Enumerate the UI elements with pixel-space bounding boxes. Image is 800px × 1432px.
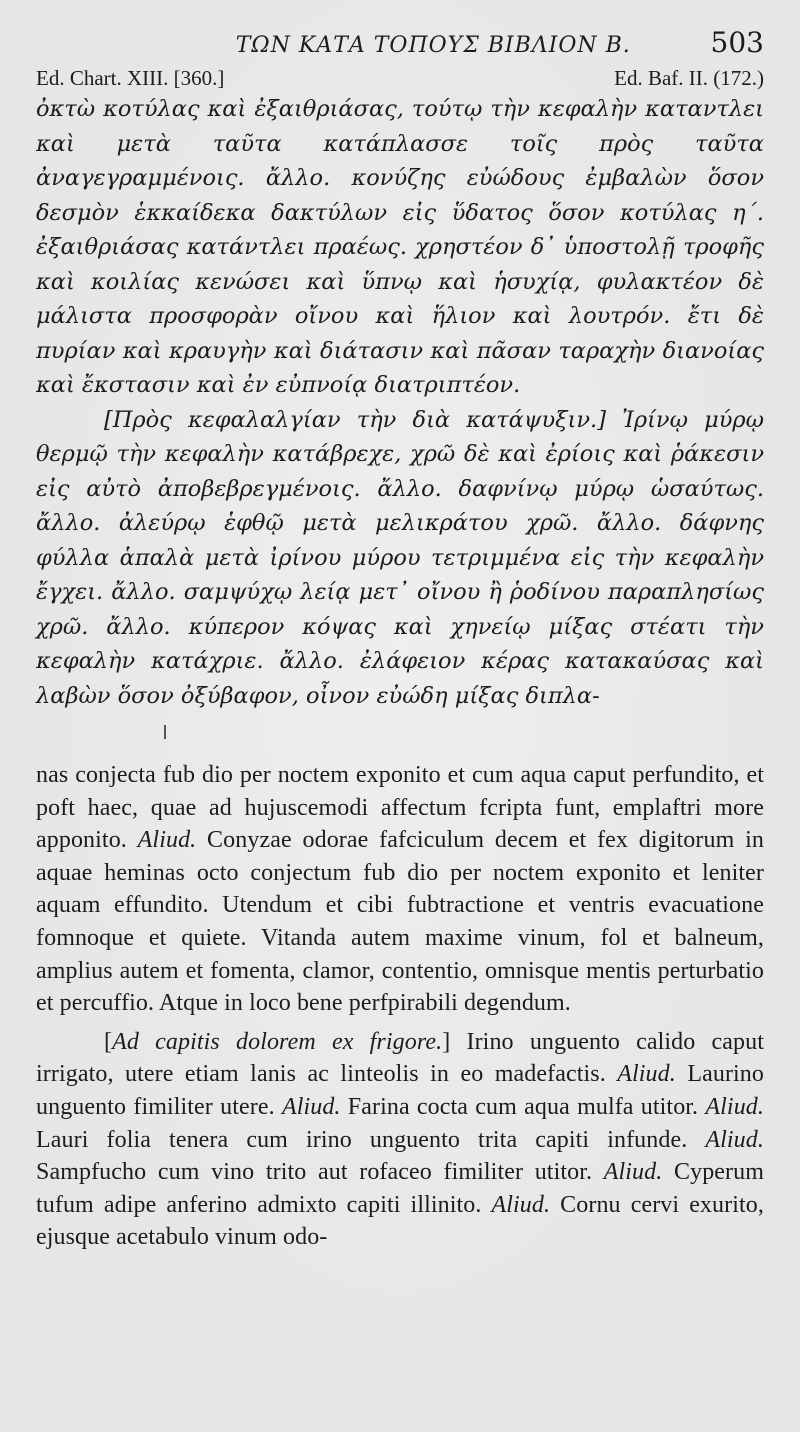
latin-text: Cyperum tufum adipe anferino admixto capiti illinito. (36, 1159, 765, 1218)
edition-reference-line (36, 66, 764, 92)
page-number: 503 (710, 26, 764, 59)
aliud-label: Aliud. (705, 1126, 764, 1153)
aliud-label: Aliud. (281, 1093, 341, 1120)
latin-text: Sampfucho cum vino trito aut rofaceo fimiliter utitor. (36, 1159, 604, 1186)
latin-text-block (36, 759, 764, 1254)
latin-text: Conyzae odorae fafciculum decem et fex digitorum in aquae heminas octo conjectum fub dio per noctem exponito et leniter aquam effundito. Utendum et cibi fubtractione et ventris evacuatione fomnoque et quiete. Vitanda autem maxime vinum, fol et balneum, amplius autem et fomenta, clamor, contentio, omnisque mentis perturbatio et percuffio. Atque in loco bene perfpirabili degendum. (36, 827, 764, 1017)
edition-left: Ed. Chart. XIII. [360.] (36, 66, 225, 90)
greek-text-block (36, 92, 764, 713)
section-heading: Ad capitis dolorem ex frigore. (112, 1028, 443, 1055)
greek-paragraph-1: ὀκτὼ κοτύλας καὶ ἐξαιθριάσας, τούτῳ τὴν κεφαλὴν καταντλει καὶ μετὰ ταῦτα κατάπλασσε τοῖς πρὸς ταῦτα ἀναγεγραμμένοις. ἄλλο. κονύζης εὐώδους ἐμβαλὼν ὅσον δεσμὸν ἑκκαίδεκα δακτύλων εἰς ὕδατος ὅσον κοτύλας η΄. ἐξαιθριάσας κατάντλει πραέως. χρηστέον δ᾽ ὑποστολῇ τροφῆς καὶ κοιλίας κενώσει καὶ ὕπνῳ καὶ ἡσυχίᾳ, φυλακτέον δὲ μάλιστα προσφορὰν οἴνου καὶ ἥλιον καὶ λουτρόν. ἔτι δὲ πυρίαν καὶ κραυγὴν καὶ διάτασιν καὶ πᾶσαν ταραχὴν διανοίας καὶ ἔκστασιν καὶ ἐν εὐπνοίᾳ διατριπτέον. (36, 96, 764, 398)
latin-paragraph-2: [Ad capitis dolorem ex frigore.] Irino unguento calido caput irrigato, utere etiam lanis ac linteolis in eo madefactis. Aliud. Laurino unguento fimiliter utere. Aliud. Farina cocta cum aqua mulfa utitor. Aliud. Lauri folia tenera cum irino unguento trita capiti infunde. Aliud. Sampfucho cum vino trito aut rofaceo fimiliter utitor. Aliud. Cyperum tufum adipe anferino admixto capiti illinito. Aliud. Cornu cervi exurito, ejusque acetabulo vinum odo- (36, 1028, 765, 1251)
latin-text: Farina cocta cum aqua mulfa utitor. (340, 1093, 706, 1120)
aliud-label: Aliud. (603, 1159, 663, 1186)
latin-text: Cornu cervi exurito, ejusque acetabulo vinum odo- (36, 1191, 764, 1251)
greek-paragraph-2: [Πρὸς κεφαλαλγίαν τὴν διὰ κατάψυξιν.] Ἰρίνῳ μύρῳ θερμῷ τὴν κεφαλὴν κατάβρεχε, χρῶ δὲ καὶ ἐρίοις καὶ ῥάκεσιν εἰς αὐτὸ ἀποβεβρεγμένοις. ἄλλο. δαφνίνῳ μύρῳ ὡσαύτως. ἄλλο. ἀλεύρῳ ἑφθῷ μετὰ μελικράτου χρῶ. ἄλλο. δάφνης φύλλα ἁπαλὰ μετὰ ἰρίνου μύρου τετριμμένα εἰς τὴν κεφαλὴν ἔγχει. ἄλλο. σαμψύχῳ λείᾳ μετ᾽ οἴνου ἢ ῥοδίνου παραπλησίως χρῶ. ἄλλο. κύπερον κόψας καὶ χηνείῳ μίξας στέατι τὴν κεφαλὴν κατάχριε. ἄλλο. ἐλάφειον κέρας κατακαύσας καὶ λαβὼν ὅσον ὀξύβαφον, οἶνον εὐώδη μίξας διπλα- (36, 406, 764, 709)
edition-right: Ed. Baf. II. (172.) (614, 66, 764, 90)
aliud-label: Aliud. (137, 827, 197, 854)
latin-text: nas conjecta fub dio per noctem exponito et cum aqua caput perfundito, et poft haec, quae ad hujuscemodi affectum fcripta funt, emplaftri more apponito. (36, 762, 764, 854)
running-title: ΤΩΝ ΚΑΤΑ ΤΟΠΟΥΣ ΒΙΒΛΙΟΝ Β. (235, 33, 631, 58)
divider-mark (164, 725, 166, 739)
aliud-label: Aliud. (491, 1191, 551, 1218)
aliud-label: Aliud. (617, 1061, 676, 1088)
latin-text: Lauri folia tenera cum irino unguento trita capiti infunde. (36, 1126, 706, 1153)
running-head (36, 26, 764, 62)
latin-text: Laurino unguento fimiliter utere. (36, 1061, 765, 1120)
latin-paragraph-1 (36, 759, 764, 1020)
column-divider (36, 713, 764, 759)
latin-text: Irino unguento calido caput irrigato, utere etiam lanis ac linteolis in eo madefactis. (36, 1028, 765, 1088)
aliud-label: Aliud. (705, 1093, 765, 1120)
